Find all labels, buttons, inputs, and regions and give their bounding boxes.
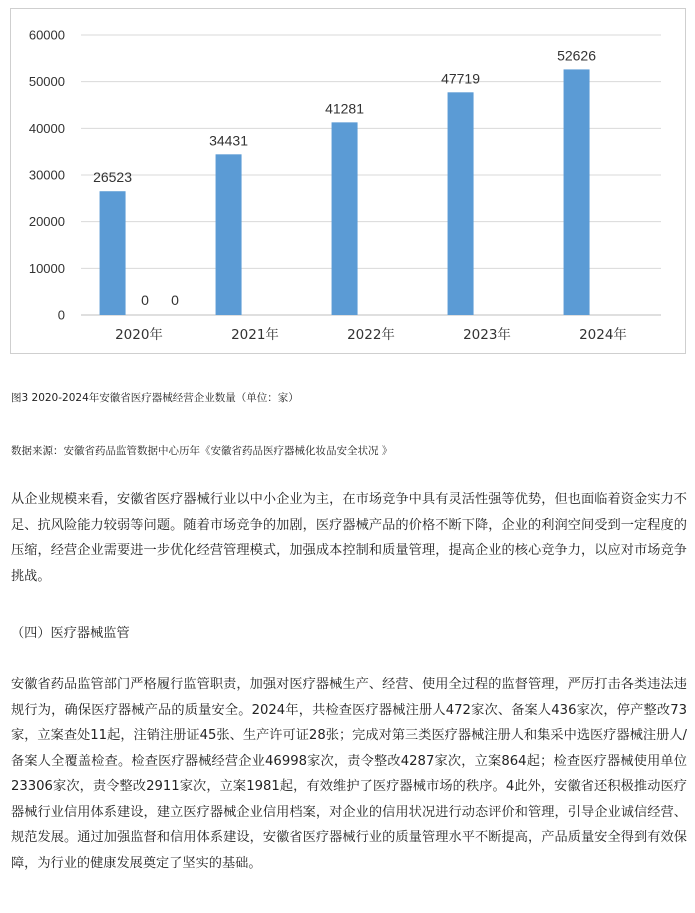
- y-tick-label: 40000: [28, 120, 65, 136]
- zero-value-label: 0: [171, 292, 179, 308]
- y-tick-label: 60000: [28, 27, 65, 43]
- x-tick-label: 2023年: [463, 327, 511, 343]
- paragraph-supervision: 安徽省药品监管部门严格履行监管职责，加强对医疗器械生产、经营、使用全过程的监督管理，严厉打击各类违法违规行为，确保医疗器械产品的质量安全。2024年，共检查医疗器械注册人472家次、备案人436家次，停产整改73家，立案查处11起，注销注册证45张、生产许可证28张；完成对第三类医疗器械注册人和集采中选医疗器械注册人/备案人全覆盖检查。检查医疗器械经营企业46998家次，责令整改4287家次，立案864起；检查医疗器械使用单位23306家次，责令整改2911家次，立案1981起，有效维护了医疗器械市场的秩序。4此外，安徽省还积极推动医疗器械行业信用体系建设，建立医疗器械企业信用档案，对企业的信用状况进行动态评价和管理，引导企业诚信经营、规范发展。通过加强监督和信用体系建设，安徽省医疗器械行业的质量管理水平不断提高，产品质量安全得到有效保障，为行业的健康发展奠定了坚实的基础。: [11, 677, 687, 871]
- bar-chart: [10, 8, 686, 354]
- bar: [332, 122, 358, 315]
- y-tick-label: 20000: [28, 214, 65, 230]
- bar: [100, 191, 126, 315]
- y-tick-label: 50000: [28, 74, 65, 90]
- bar-value-label: 52626: [557, 47, 597, 64]
- x-tick-label: 2020年: [115, 327, 163, 343]
- x-tick-label: 2024年: [579, 327, 627, 343]
- y-tick-label: 30000: [28, 167, 65, 183]
- y-tick-label: 0: [57, 307, 65, 323]
- bar-value-label: 26523: [93, 169, 133, 186]
- bar-chart-svg: [11, 9, 687, 355]
- bar: [216, 154, 242, 315]
- section-heading: （四）医疗器械监管: [11, 626, 130, 641]
- bar-value-label: 47719: [441, 70, 481, 87]
- x-tick-label: 2021年: [231, 327, 279, 343]
- y-tick-label: 10000: [28, 260, 65, 276]
- zero-value-label: 0: [141, 292, 149, 308]
- bar-value-label: 34431: [209, 132, 249, 149]
- data-source: 数据来源：安徽省药品监管数据中心历年《安徽省药品医疗器械化妆品安全状况 》: [11, 445, 393, 457]
- x-tick-label: 2022年: [347, 327, 395, 343]
- bar: [448, 92, 474, 315]
- paragraph-enterprise-scale: 从企业规模来看，安徽省医疗器械行业以中小企业为主，在市场竞争中具有灵活性强等优势，但也面临着资金实力不足、抗风险能力较弱等问题。随着市场竞争的加剧，医疗器械产品的价格不断下降，企业的利润空间受到一定程度的压缩，经营企业需要进一步优化经营管理模式，加强成本控制和质量管理，提高企业的核心竞争力，以应对市场竞争挑战。: [11, 492, 687, 584]
- figure-caption: 图3 2020-2024年安徽省医疗器械经营企业数量（单位：家）: [11, 392, 299, 404]
- bar: [564, 69, 590, 315]
- bar-value-label: 41281: [325, 100, 365, 117]
